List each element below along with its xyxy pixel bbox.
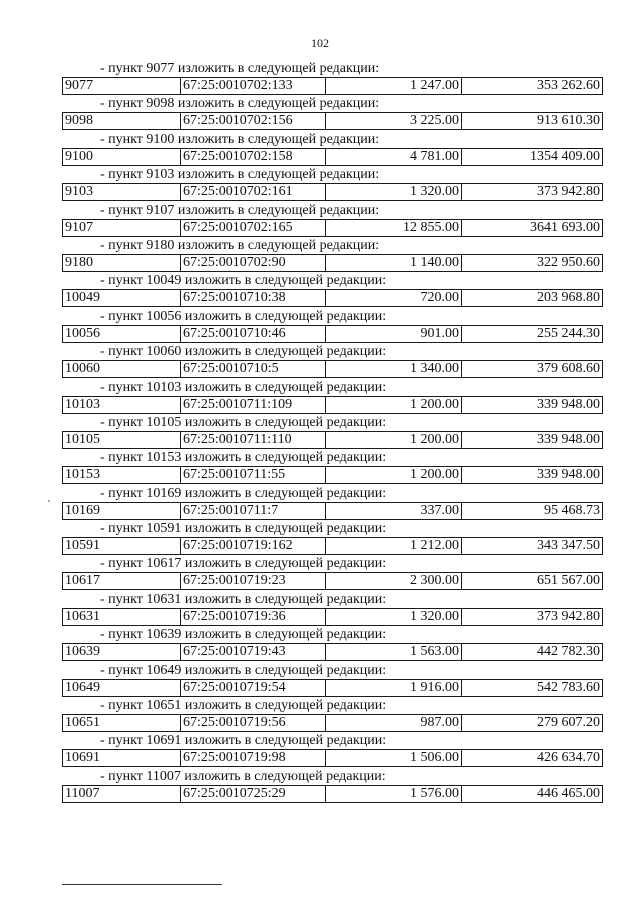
- table-row: [62, 431, 603, 449]
- item-number-cell: 9103: [63, 184, 181, 200]
- cadastral-number-cell: 67:25:0010725:29: [181, 786, 326, 802]
- item-number-cell: 10639: [63, 644, 181, 660]
- amendment-entry: [62, 309, 603, 344]
- item-number-cell: 9098: [63, 113, 181, 129]
- item-number-cell: 10056: [63, 326, 181, 342]
- amendment-list: [62, 61, 603, 804]
- item-number-cell: 10153: [63, 467, 181, 483]
- area-cell: 1 247.00: [326, 78, 462, 94]
- amendment-instruction: - пункт 9077 изложить в следующей редакции:: [100, 61, 380, 76]
- amendment-instruction: - пункт 10591 изложить в следующей редакции:: [100, 521, 387, 537]
- amendment-entry: [62, 61, 603, 96]
- amendment-entry: [62, 556, 603, 591]
- area-cell: 1 320.00: [326, 609, 462, 625]
- amendment-entry: [62, 769, 603, 804]
- table-row: [62, 502, 603, 520]
- table-row: [62, 572, 603, 590]
- item-number-cell: 10105: [63, 432, 181, 448]
- cadastral-value-cell: 542 783.60: [537, 679, 600, 695]
- area-cell: 4 781.00: [326, 149, 462, 165]
- amendment-instruction: - пункт 11007 изложить в следующей редакции:: [100, 768, 386, 784]
- table-row: [62, 77, 603, 95]
- cadastral-value-cell: 446 465.00: [537, 785, 600, 801]
- cadastral-value-cell: 339 948.00: [537, 396, 600, 412]
- amendment-instruction: - пункт 10631 изложить в следующей редакции:: [100, 591, 387, 607]
- amendment-instruction: - пункт 10691 изложить в следующей редакции:: [100, 733, 387, 749]
- table-row: [62, 608, 603, 626]
- amendment-instruction: - пункт 10169 изложить в следующей редакции:: [100, 485, 387, 501]
- amendment-instruction: - пункт 10153 изложить в следующей редакции:: [100, 450, 387, 466]
- area-cell: 1 140.00: [326, 255, 462, 271]
- area-cell: 987.00: [326, 715, 462, 731]
- table-row: [62, 112, 603, 130]
- amendment-entry: [62, 521, 603, 556]
- cadastral-number-cell: 67:25:0010702:165: [181, 220, 326, 236]
- cadastral-number-cell: 67:25:0010702:133: [181, 78, 326, 94]
- cadastral-number-cell: 67:25:0010710:38: [181, 290, 326, 306]
- area-cell: 720.00: [326, 290, 462, 306]
- amendment-instruction: - пункт 10060 изложить в следующей редакции:: [100, 344, 387, 360]
- cadastral-number-cell: 67:25:0010719:23: [181, 573, 326, 589]
- amendment-entry: [62, 698, 603, 733]
- cadastral-number-cell: 67:25:0010719:36: [181, 609, 326, 625]
- cadastral-value-cell: 373 942.80: [537, 184, 600, 200]
- cadastral-number-cell: 67:25:0010702:156: [181, 113, 326, 129]
- area-cell: 2 300.00: [326, 573, 462, 589]
- cadastral-value-cell: 343 347.50: [537, 538, 600, 554]
- amendment-instruction: - пункт 9107 изложить в следующей редакции:: [100, 202, 380, 218]
- amendment-instruction: - пункт 9100 изложить в следующей редакции:: [100, 131, 380, 147]
- cadastral-value-cell: 1354 409.00: [530, 148, 600, 164]
- amendment-instruction: - пункт 10056 изложить в следующей редакции:: [100, 308, 387, 324]
- cadastral-number-cell: 67:25:0010719:162: [181, 538, 326, 554]
- item-number-cell: 10103: [63, 397, 181, 413]
- item-number-cell: 10691: [63, 750, 181, 766]
- area-cell: 901.00: [326, 326, 462, 342]
- cadastral-number-cell: 67:25:0010719:56: [181, 715, 326, 731]
- item-number-cell: 9077: [63, 78, 181, 94]
- cadastral-value-cell: 339 948.00: [537, 467, 600, 483]
- cadastral-number-cell: 67:25:0010711:109: [181, 397, 326, 413]
- item-number-cell: 10651: [63, 715, 181, 731]
- item-number-cell: 10169: [63, 503, 181, 519]
- cadastral-number-cell: 67:25:0010711:7: [181, 503, 326, 519]
- cadastral-number-cell: 67:25:0010719:54: [181, 680, 326, 696]
- area-cell: 3 225.00: [326, 113, 462, 129]
- cadastral-number-cell: 67:25:0010719:98: [181, 750, 326, 766]
- table-row: [62, 749, 603, 767]
- table-row: [62, 396, 603, 414]
- amendment-instruction: - пункт 10103 изложить в следующей редакции:: [100, 379, 387, 395]
- amendment-instruction: - пункт 9098 изложить в следующей редакции:: [100, 96, 380, 112]
- margin-mark: [48, 500, 50, 502]
- amendment-entry: [62, 663, 603, 698]
- area-cell: 1 200.00: [326, 432, 462, 448]
- table-row: [62, 643, 603, 661]
- table-row: [62, 714, 603, 732]
- amendment-instruction: - пункт 10649 изложить в следующей редакции:: [100, 662, 387, 678]
- cadastral-number-cell: 67:25:0010702:90: [181, 255, 326, 271]
- amendment-instruction: - пункт 10617 изложить в следующей редакции:: [100, 556, 387, 572]
- cadastral-value-cell: 373 942.80: [537, 608, 600, 624]
- cadastral-value-cell: 651 567.00: [537, 573, 600, 589]
- table-row: [62, 537, 603, 555]
- amendment-instruction: - пункт 9180 изложить в следующей редакции:: [100, 237, 380, 253]
- table-row: [62, 254, 603, 272]
- area-cell: 1 200.00: [326, 397, 462, 413]
- item-number-cell: 10060: [63, 361, 181, 377]
- cadastral-value-cell: 442 782.30: [537, 644, 600, 660]
- area-cell: 1 576.00: [326, 786, 462, 802]
- item-number-cell: 10649: [63, 680, 181, 696]
- area-cell: 1 212.00: [326, 538, 462, 554]
- amendment-entry: [62, 486, 603, 521]
- cadastral-value-cell: 3641 693.00: [530, 219, 600, 235]
- table-row: [62, 183, 603, 201]
- area-cell: 1 563.00: [326, 644, 462, 660]
- amendment-entry: [62, 450, 603, 485]
- cadastral-number-cell: 67:25:0010710:46: [181, 326, 326, 342]
- table-row: [62, 289, 603, 307]
- amendment-instruction: - пункт 10651 изложить в следующей редакции:: [100, 698, 387, 714]
- footnote-rule: [62, 884, 222, 885]
- amendment-entry: [62, 167, 603, 202]
- amendment-entry: [62, 592, 603, 627]
- cadastral-number-cell: 67:25:0010719:43: [181, 644, 326, 660]
- table-row: [62, 219, 603, 237]
- cadastral-number-cell: 67:25:0010702:161: [181, 184, 326, 200]
- item-number-cell: 10591: [63, 538, 181, 554]
- area-cell: 1 200.00: [326, 467, 462, 483]
- table-row: [62, 325, 603, 343]
- amendment-entry: [62, 380, 603, 415]
- amendment-entry: [62, 96, 603, 131]
- table-row: [62, 360, 603, 378]
- amendment-entry: [62, 273, 603, 308]
- amendment-entry: [62, 627, 603, 662]
- cadastral-value-cell: 426 634.70: [537, 750, 600, 766]
- amendment-entry: [62, 415, 603, 450]
- item-number-cell: 9180: [63, 255, 181, 271]
- cadastral-value-cell: 255 244.30: [537, 325, 600, 341]
- cadastral-value-cell: 203 968.80: [537, 290, 600, 306]
- table-row: [62, 466, 603, 484]
- cadastral-value-cell: 322 950.60: [537, 254, 600, 270]
- cadastral-value-cell: 279 607.20: [537, 715, 600, 731]
- cadastral-value-cell: 95 468.73: [544, 502, 600, 518]
- table-row: [62, 148, 603, 166]
- table-row: [62, 679, 603, 697]
- amendment-entry: [62, 132, 603, 167]
- amendment-instruction: - пункт 10105 изложить в следующей редакции:: [100, 414, 387, 430]
- amendment-entry: [62, 238, 603, 273]
- cadastral-number-cell: 67:25:0010710:5: [181, 361, 326, 377]
- amendment-entry: [62, 344, 603, 379]
- item-number-cell: 9100: [63, 149, 181, 165]
- area-cell: 12 855.00: [326, 220, 462, 236]
- area-cell: 1 340.00: [326, 361, 462, 377]
- amendment-instruction: - пункт 9103 изложить в следующей редакции:: [100, 167, 380, 183]
- area-cell: 1 506.00: [326, 750, 462, 766]
- amendment-instruction: - пункт 10639 изложить в следующей редакции:: [100, 627, 387, 643]
- amendment-entry: [62, 203, 603, 238]
- cadastral-value-cell: 913 610.30: [537, 113, 600, 129]
- cadastral-number-cell: 67:25:0010711:55: [181, 467, 326, 483]
- amendment-entry: [62, 733, 603, 768]
- cadastral-value-cell: 353 262.60: [537, 78, 600, 93]
- item-number-cell: 10617: [63, 573, 181, 589]
- cadastral-number-cell: 67:25:0010711:110: [181, 432, 326, 448]
- item-number-cell: 9107: [63, 220, 181, 236]
- area-cell: 337.00: [326, 503, 462, 519]
- cadastral-number-cell: 67:25:0010702:158: [181, 149, 326, 165]
- table-row: [62, 785, 603, 803]
- cadastral-value-cell: 339 948.00: [537, 431, 600, 447]
- item-number-cell: 10049: [63, 290, 181, 306]
- amendment-instruction: - пункт 10049 изложить в следующей редакции:: [100, 273, 387, 289]
- item-number-cell: 10631: [63, 609, 181, 625]
- page-number: 102: [311, 36, 329, 50]
- area-cell: 1 916.00: [326, 680, 462, 696]
- cadastral-value-cell: 379 608.60: [537, 361, 600, 377]
- item-number-cell: 11007: [63, 786, 181, 802]
- area-cell: 1 320.00: [326, 184, 462, 200]
